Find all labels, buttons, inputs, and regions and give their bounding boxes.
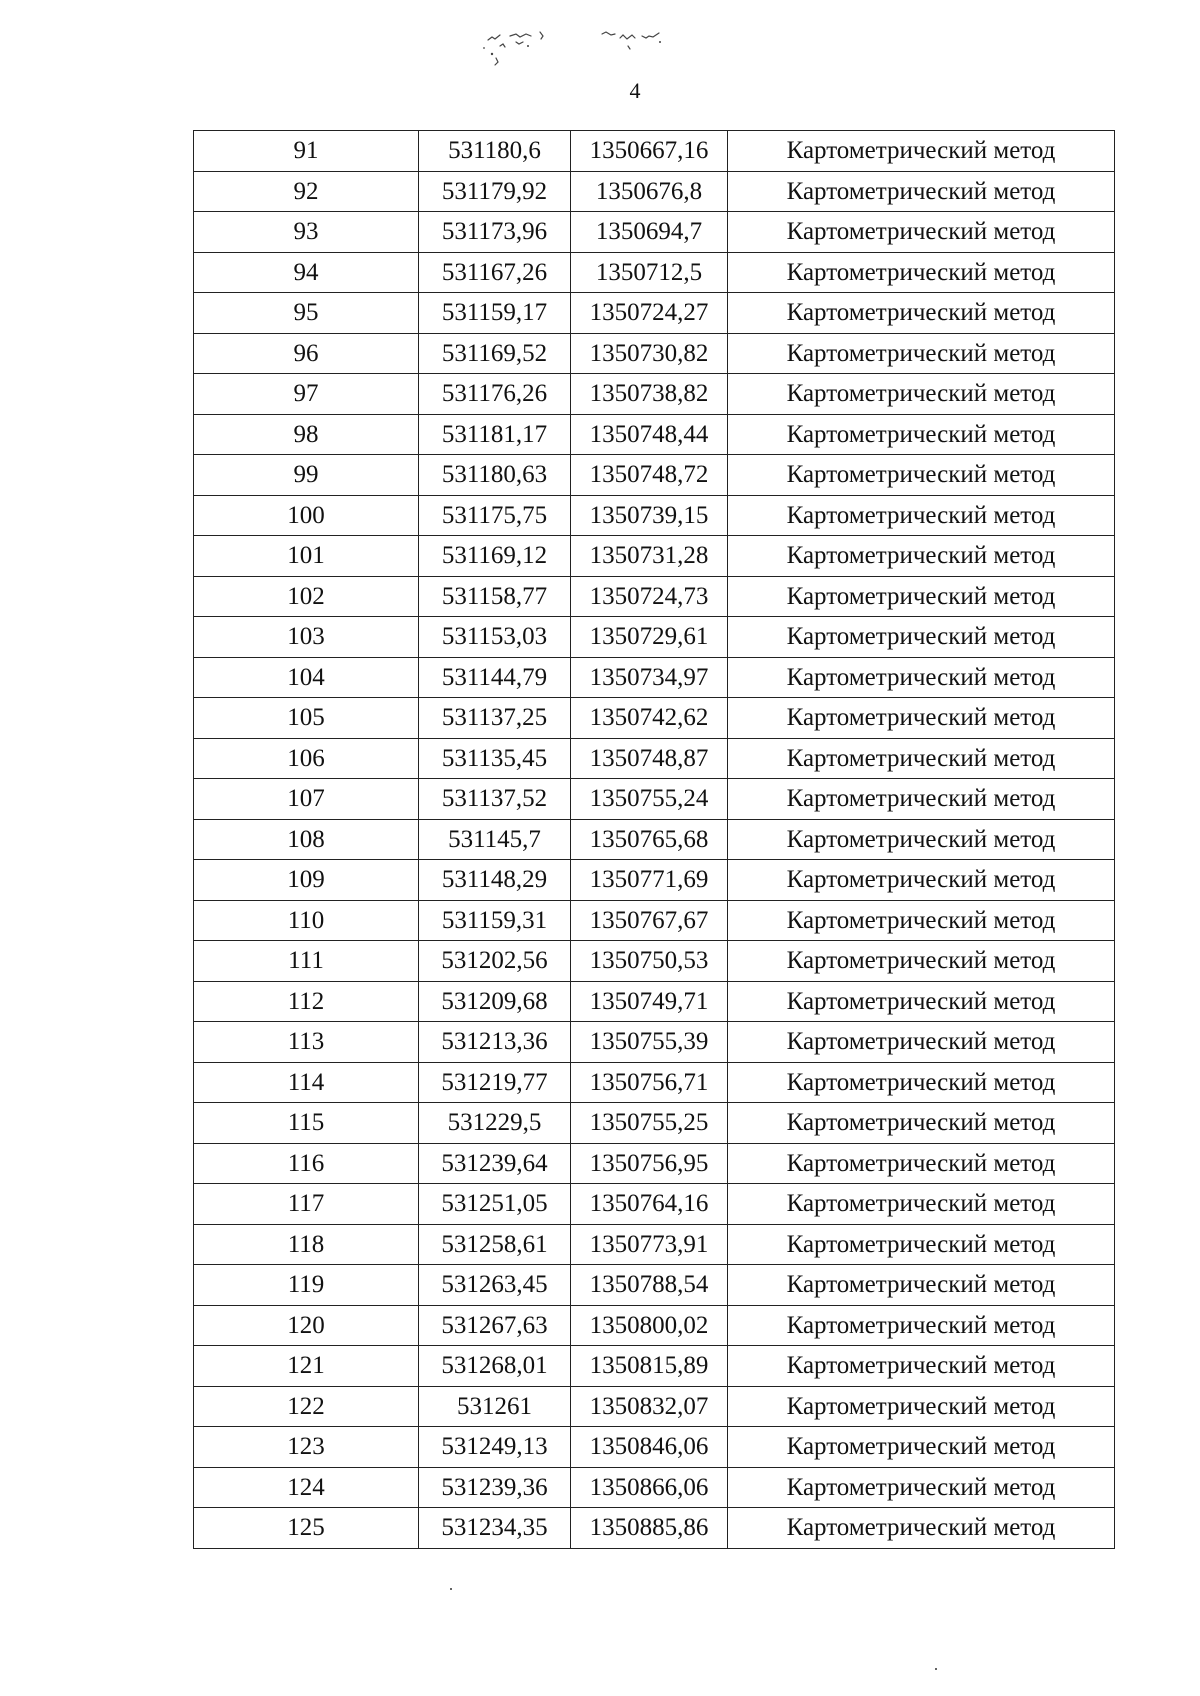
table-row [194, 819, 1115, 860]
point-number-cell: 117 [194, 1184, 419, 1225]
method-cell: Картометрический метод [728, 333, 1115, 374]
x-coordinate-cell: 531145,7 [419, 819, 571, 860]
x-coordinate-cell: 531263,45 [419, 1265, 571, 1306]
table-row [194, 860, 1115, 901]
y-coordinate-cell: 1350730,82 [571, 333, 728, 374]
y-coordinate-cell: 1350788,54 [571, 1265, 728, 1306]
point-number-cell: 100 [194, 495, 419, 536]
point-number-cell: 97 [194, 374, 419, 415]
point-number-cell: 105 [194, 698, 419, 739]
point-number-cell: 115 [194, 1103, 419, 1144]
point-number-cell: 106 [194, 738, 419, 779]
table-row [194, 293, 1115, 334]
y-coordinate-cell: 1350755,24 [571, 779, 728, 820]
point-number-cell: 99 [194, 455, 419, 496]
x-coordinate-cell: 531137,25 [419, 698, 571, 739]
method-cell: Картометрический метод [728, 941, 1115, 982]
point-number-cell: 116 [194, 1143, 419, 1184]
method-cell: Картометрический метод [728, 900, 1115, 941]
y-coordinate-cell: 1350712,5 [571, 252, 728, 293]
x-coordinate-cell: 531169,52 [419, 333, 571, 374]
x-coordinate-cell: 531202,56 [419, 941, 571, 982]
point-number-cell: 111 [194, 941, 419, 982]
y-coordinate-cell: 1350771,69 [571, 860, 728, 901]
method-cell: Картометрический метод [728, 495, 1115, 536]
x-coordinate-cell: 531135,45 [419, 738, 571, 779]
scan-speck [450, 1588, 452, 1590]
table-row [194, 1143, 1115, 1184]
x-coordinate-cell: 531249,13 [419, 1427, 571, 1468]
y-coordinate-cell: 1350755,25 [571, 1103, 728, 1144]
x-coordinate-cell: 531181,17 [419, 414, 571, 455]
point-number-cell: 95 [194, 293, 419, 334]
table-row [194, 1062, 1115, 1103]
point-number-cell: 114 [194, 1062, 419, 1103]
point-number-cell: 125 [194, 1508, 419, 1549]
coordinates-table [193, 130, 1115, 1549]
y-coordinate-cell: 1350755,39 [571, 1022, 728, 1063]
x-coordinate-cell: 531229,5 [419, 1103, 571, 1144]
table-row [194, 657, 1115, 698]
y-coordinate-cell: 1350724,73 [571, 576, 728, 617]
point-number-cell: 110 [194, 900, 419, 941]
x-coordinate-cell: 531159,31 [419, 900, 571, 941]
coordinates-table-body [194, 131, 1115, 1549]
method-cell: Картометрический метод [728, 819, 1115, 860]
x-coordinate-cell: 531137,52 [419, 779, 571, 820]
y-coordinate-cell: 1350815,89 [571, 1346, 728, 1387]
point-number-cell: 108 [194, 819, 419, 860]
x-coordinate-cell: 531209,68 [419, 981, 571, 1022]
x-coordinate-cell: 531173,96 [419, 212, 571, 253]
table-row [194, 1386, 1115, 1427]
page-number: 4 [629, 78, 641, 103]
x-coordinate-cell: 531153,03 [419, 617, 571, 658]
table-row [194, 414, 1115, 455]
point-number-cell: 101 [194, 536, 419, 577]
y-coordinate-cell: 1350748,72 [571, 455, 728, 496]
table-row [194, 171, 1115, 212]
method-cell: Картометрический метод [728, 1467, 1115, 1508]
table-row [194, 252, 1115, 293]
point-number-cell: 119 [194, 1265, 419, 1306]
table-row [194, 455, 1115, 496]
point-number-cell: 94 [194, 252, 419, 293]
table-row [194, 1427, 1115, 1468]
y-coordinate-cell: 1350750,53 [571, 941, 728, 982]
table-row [194, 779, 1115, 820]
y-coordinate-cell: 1350749,71 [571, 981, 728, 1022]
method-cell: Картометрический метод [728, 1184, 1115, 1225]
point-number-cell: 91 [194, 131, 419, 172]
method-cell: Картометрический метод [728, 576, 1115, 617]
table-row [194, 1184, 1115, 1225]
y-coordinate-cell: 1350832,07 [571, 1386, 728, 1427]
method-cell: Картометрический метод [728, 131, 1115, 172]
table-row [194, 333, 1115, 374]
method-cell: Картометрический метод [728, 1427, 1115, 1468]
table-row [194, 536, 1115, 577]
method-cell: Картометрический метод [728, 617, 1115, 658]
y-coordinate-cell: 1350729,61 [571, 617, 728, 658]
x-coordinate-cell: 531176,26 [419, 374, 571, 415]
x-coordinate-cell: 531213,36 [419, 1022, 571, 1063]
y-coordinate-cell: 1350738,82 [571, 374, 728, 415]
x-coordinate-cell: 531219,77 [419, 1062, 571, 1103]
table-row [194, 900, 1115, 941]
point-number-cell: 123 [194, 1427, 419, 1468]
point-number-cell: 118 [194, 1224, 419, 1265]
x-coordinate-cell: 531239,64 [419, 1143, 571, 1184]
method-cell: Картометрический метод [728, 698, 1115, 739]
x-coordinate-cell: 531175,75 [419, 495, 571, 536]
x-coordinate-cell: 531239,36 [419, 1467, 571, 1508]
table-row [194, 1467, 1115, 1508]
x-coordinate-cell: 531180,63 [419, 455, 571, 496]
scan-artifact-scribble [470, 18, 730, 78]
x-coordinate-cell: 531144,79 [419, 657, 571, 698]
point-number-cell: 109 [194, 860, 419, 901]
y-coordinate-cell: 1350694,7 [571, 212, 728, 253]
table-row [194, 1508, 1115, 1549]
method-cell: Картометрический метод [728, 657, 1115, 698]
y-coordinate-cell: 1350748,44 [571, 414, 728, 455]
x-coordinate-cell: 531167,26 [419, 252, 571, 293]
point-number-cell: 98 [194, 414, 419, 455]
method-cell: Картометрический метод [728, 1224, 1115, 1265]
point-number-cell: 96 [194, 333, 419, 374]
method-cell: Картометрический метод [728, 1346, 1115, 1387]
method-cell: Картометрический метод [728, 981, 1115, 1022]
method-cell: Картометрический метод [728, 414, 1115, 455]
point-number-cell: 92 [194, 171, 419, 212]
method-cell: Картометрический метод [728, 1022, 1115, 1063]
method-cell: Картометрический метод [728, 455, 1115, 496]
y-coordinate-cell: 1350731,28 [571, 536, 728, 577]
method-cell: Картометрический метод [728, 779, 1115, 820]
x-coordinate-cell: 531179,92 [419, 171, 571, 212]
y-coordinate-cell: 1350734,97 [571, 657, 728, 698]
y-coordinate-cell: 1350748,87 [571, 738, 728, 779]
point-number-cell: 122 [194, 1386, 419, 1427]
table-row [194, 981, 1115, 1022]
method-cell: Картометрический метод [728, 536, 1115, 577]
table-row [194, 1103, 1115, 1144]
table-row [194, 1346, 1115, 1387]
table-row [194, 212, 1115, 253]
method-cell: Картометрический метод [728, 212, 1115, 253]
table-row [194, 1265, 1115, 1306]
x-coordinate-cell: 531258,61 [419, 1224, 571, 1265]
point-number-cell: 112 [194, 981, 419, 1022]
y-coordinate-cell: 1350767,67 [571, 900, 728, 941]
method-cell: Картометрический метод [728, 1143, 1115, 1184]
method-cell: Картометрический метод [728, 1508, 1115, 1549]
method-cell: Картометрический метод [728, 252, 1115, 293]
table-row [194, 495, 1115, 536]
method-cell: Картометрический метод [728, 1305, 1115, 1346]
table-row [194, 738, 1115, 779]
y-coordinate-cell: 1350756,71 [571, 1062, 728, 1103]
scan-speck [935, 1668, 937, 1670]
point-number-cell: 93 [194, 212, 419, 253]
y-coordinate-cell: 1350764,16 [571, 1184, 728, 1225]
table-row [194, 576, 1115, 617]
point-number-cell: 124 [194, 1467, 419, 1508]
table-row [194, 1022, 1115, 1063]
table-row [194, 941, 1115, 982]
method-cell: Картометрический метод [728, 1103, 1115, 1144]
y-coordinate-cell: 1350742,62 [571, 698, 728, 739]
x-coordinate-cell: 531148,29 [419, 860, 571, 901]
y-coordinate-cell: 1350724,27 [571, 293, 728, 334]
point-number-cell: 121 [194, 1346, 419, 1387]
method-cell: Картометрический метод [728, 374, 1115, 415]
point-number-cell: 113 [194, 1022, 419, 1063]
x-coordinate-cell: 531261 [419, 1386, 571, 1427]
table-row [194, 617, 1115, 658]
x-coordinate-cell: 531234,35 [419, 1508, 571, 1549]
point-number-cell: 102 [194, 576, 419, 617]
x-coordinate-cell: 531267,63 [419, 1305, 571, 1346]
method-cell: Картометрический метод [728, 1062, 1115, 1103]
method-cell: Картометрический метод [728, 738, 1115, 779]
y-coordinate-cell: 1350667,16 [571, 131, 728, 172]
method-cell: Картометрический метод [728, 860, 1115, 901]
method-cell: Картометрический метод [728, 293, 1115, 334]
point-number-cell: 104 [194, 657, 419, 698]
x-coordinate-cell: 531180,6 [419, 131, 571, 172]
x-coordinate-cell: 531268,01 [419, 1346, 571, 1387]
point-number-cell: 120 [194, 1305, 419, 1346]
method-cell: Картометрический метод [728, 1386, 1115, 1427]
x-coordinate-cell: 531169,12 [419, 536, 571, 577]
y-coordinate-cell: 1350866,06 [571, 1467, 728, 1508]
method-cell: Картометрический метод [728, 171, 1115, 212]
method-cell: Картометрический метод [728, 1265, 1115, 1306]
y-coordinate-cell: 1350765,68 [571, 819, 728, 860]
y-coordinate-cell: 1350676,8 [571, 171, 728, 212]
x-coordinate-cell: 531158,77 [419, 576, 571, 617]
point-number-cell: 103 [194, 617, 419, 658]
x-coordinate-cell: 531159,17 [419, 293, 571, 334]
y-coordinate-cell: 1350846,06 [571, 1427, 728, 1468]
y-coordinate-cell: 1350739,15 [571, 495, 728, 536]
x-coordinate-cell: 531251,05 [419, 1184, 571, 1225]
table-row [194, 131, 1115, 172]
point-number-cell: 107 [194, 779, 419, 820]
y-coordinate-cell: 1350885,86 [571, 1508, 728, 1549]
table-row [194, 1305, 1115, 1346]
y-coordinate-cell: 1350773,91 [571, 1224, 728, 1265]
table-row [194, 374, 1115, 415]
y-coordinate-cell: 1350800,02 [571, 1305, 728, 1346]
y-coordinate-cell: 1350756,95 [571, 1143, 728, 1184]
table-row [194, 1224, 1115, 1265]
table-row [194, 698, 1115, 739]
